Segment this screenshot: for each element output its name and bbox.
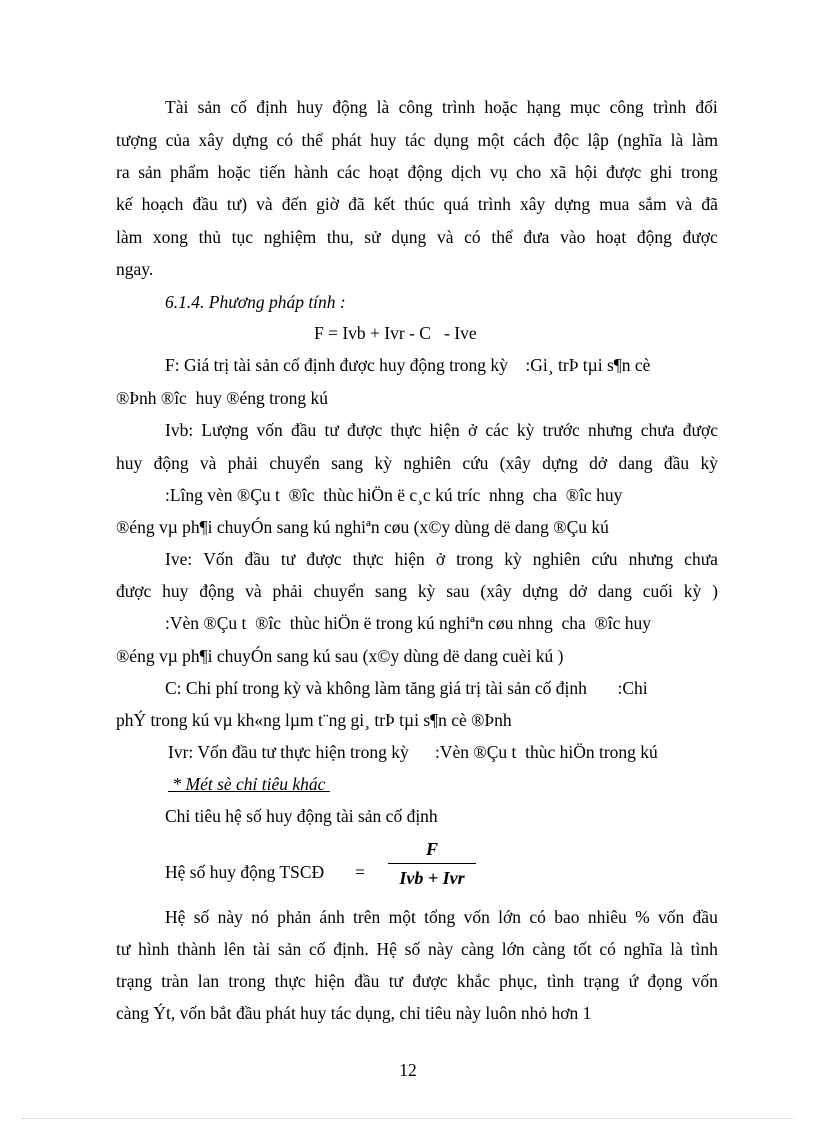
word: là [376,97,390,117]
word: dựng [522,581,559,601]
word: tổng [424,907,456,927]
word: tràn [161,971,189,991]
other-indicators-heading: * Mét sè chỉ tiêu khác [168,774,330,794]
word: giờ [316,194,340,214]
word: đầu [663,453,690,473]
word: hành [294,162,329,182]
word: vốn [691,971,718,991]
word: (xây [499,453,531,473]
word: hoặc [217,162,251,182]
word: số [404,939,421,959]
word: dang [597,581,632,601]
word: kỳ [504,549,522,569]
word: Ive: [165,549,193,569]
word: cố [230,97,247,117]
word: huy [296,97,323,117]
word: hiện [429,420,460,440]
word: nhưng [588,420,633,440]
word: thu, [326,227,354,247]
word: (nghĩa [617,130,663,150]
word: % [635,907,650,927]
word: kỳ [700,453,718,473]
word: mục [570,97,601,117]
page-number: 12 [399,1060,417,1080]
word: sau [446,581,470,601]
word: phát [331,130,362,150]
word: đã [348,194,365,214]
text-line [165,96,718,118]
word: nghiên [403,453,451,473]
definition-ivb-line [116,452,718,474]
word: này [217,907,243,927]
ratio-fraction [388,836,476,890]
word: kỳ [417,581,436,601]
word: chưa [684,549,718,569]
word: phẩm [170,162,210,182]
indicator-title: Chỉ tiêu hệ số huy động tài sản cố định [165,806,438,826]
word: đã [701,194,718,214]
word: chuyển [313,581,365,601]
word: dựng [554,194,591,214]
word: ở [467,420,478,440]
word: dở [589,453,608,473]
word: Tài [165,97,189,117]
word: ở [435,549,446,569]
word: lớn [498,907,522,927]
definition-ive-line [165,548,718,570]
word: Ivb: [165,420,194,440]
definition-ivr-line: Ivr: Vốn đầu tư thực hiện trong kỳ :Vèn ®Çu t thùc hiÖn trong kú [168,742,658,762]
word: và [675,194,693,214]
ratio-denominator: Ivb + Ivr [399,868,465,888]
word: một [388,907,416,927]
definition-ive-line: ®éng vµ ph¶i chuyÓn sang kú sau (x©y dùng dë dang cuèi kú ) [116,646,564,666]
word: vốn [256,420,283,440]
word: trên [353,907,381,927]
word: là [670,939,683,959]
word: và [256,194,273,214]
word: tư [116,939,131,959]
word: động [407,162,443,182]
word: càng [460,939,494,959]
word: các [485,420,509,440]
word: trong [228,971,266,991]
word: sắm [638,194,667,214]
word: nghiên [532,549,581,569]
definition-ivb-line: ®éng vµ ph¶i chuyÓn sang kú nghiªn cøu (x©y dùng dë dang ®Çu kú [116,517,609,537]
word: tình [690,939,718,959]
word: dụng [391,227,427,247]
word: thể [301,130,323,150]
word: ứ [628,971,639,991]
word: hiện [314,971,345,991]
word: thúc [404,194,435,214]
word: hạng [526,97,561,117]
word: được [605,162,642,182]
word: chuyển [269,453,320,473]
word: trình [441,97,476,117]
word: làm [691,130,718,150]
word: ánh [319,907,345,927]
definition-ive-line [116,580,718,602]
word: ghi [649,162,673,182]
word: sang [331,453,364,473]
text-line [116,938,718,960]
definition-ivb-line [165,419,718,441]
word: dịch [451,162,482,182]
word: đầu [291,420,317,440]
word: kỳ [374,453,393,473]
word: chưa [640,420,675,440]
word: trình [653,97,687,117]
word: động [199,581,235,601]
word: độc [553,130,579,150]
word: đầu [692,907,718,927]
word: quá [443,194,469,214]
word: cứu [462,453,489,473]
word: nghĩa [623,939,663,959]
ratio-numerator: F [425,839,438,859]
word: cho [515,162,542,182]
word: làm [116,227,143,247]
word: dụng [433,130,469,150]
word: thực [390,420,422,440]
word: trong [456,549,494,569]
word: vụ [489,162,508,182]
word: dang [618,453,653,473]
word: trạng [116,971,152,991]
definition-f-line: F: Giá trị tài sản cố định được huy động trong kỳ :Gi¸ trÞ tµi s¶n cè [165,355,651,375]
word: hoạt [596,227,627,247]
word: và [436,227,454,247]
word: (xây [480,581,512,601]
word: có [529,907,546,927]
word: tốt [573,939,592,959]
word: có [276,130,294,150]
word: lên [223,939,245,959]
word: sản [138,162,162,182]
word: mua [599,194,630,214]
word: càng [532,939,566,959]
word: nhưng [628,549,674,569]
word: tài [252,939,271,959]
text-line [116,193,718,215]
word: một [477,130,505,150]
word: tư [280,549,296,569]
word: đầu [244,549,270,569]
word: trình [477,194,511,214]
word: được [306,549,342,569]
word: huy [162,581,189,601]
word: hiện [394,549,425,569]
word: hoạch [141,194,184,214]
word: vào [560,227,586,247]
word: sang [374,581,407,601]
word: sử [364,227,381,247]
word: cố [309,939,326,959]
definition-c-line: phÝ trong kú vµ kh«ng lµm t¨ng gi¸ trÞ tµi s¶n cè ®Þnh [116,710,512,730]
word: thủ [198,227,221,247]
word: động [636,227,672,247]
section-heading: 6.1.4. Phương pháp tính : [165,292,346,312]
word: số [193,907,210,927]
word: định. [333,939,369,959]
formula-main: F = Ivb + Ivr - C - Ive [314,323,477,343]
word: tiến [259,162,286,182]
word: kế [116,194,133,214]
word: đưa [523,227,550,247]
word: và [199,453,217,473]
definition-c-line: C: Chi phí trong kỳ và không làm tăng giá trị tài sản cố định :Chi [165,678,648,698]
word: lớn [501,939,525,959]
word: Vốn [203,549,234,569]
word: định [256,97,288,117]
word: hoặc [484,97,518,117]
word: cách [513,130,546,150]
word: tác [404,130,426,150]
word: lan [197,971,220,991]
text-line: ngay. [116,259,154,279]
word: huy [370,130,397,150]
word: phục, [499,971,538,991]
word: đến [281,194,308,214]
word: của [165,130,190,150]
word: hoạt [368,162,399,182]
word: Lượng [201,420,249,440]
word: động [153,453,189,473]
word: vốn [463,907,490,927]
word: hình [138,939,170,959]
text-line [116,970,718,992]
word: thực [352,549,384,569]
word: xây [520,194,546,214]
word: thể [491,227,513,247]
word: kỳ [683,581,702,601]
word: đầu [354,971,380,991]
text-line: càng Ýt, vốn bắt đầu phát huy tác dụng, chỉ tiêu này luôn nhỏ hơn 1 [116,1003,592,1023]
word: xã [549,162,567,182]
text-line [116,161,718,183]
word: Hệ [165,907,186,927]
word: được [682,420,718,440]
word: kết [373,194,396,214]
word: là [670,130,684,150]
word: này [427,939,454,959]
text-line [116,129,718,151]
word: kỳ [516,420,535,440]
word: công [398,97,433,117]
word: đối [695,97,718,117]
word: tư [388,971,404,991]
word: Hệ [376,939,397,959]
word: đọng [647,971,683,991]
word: thực [274,971,306,991]
word: có [599,939,616,959]
definition-ivb-line: :Lîng vèn ®Çu t ®îc thùc hiÖn ë c¸c kú tríc nhng cha ®îc huy [165,485,623,505]
word: tục [231,227,254,247]
word: được [116,581,152,601]
word: đầu [192,194,218,214]
word: có [464,227,481,247]
word: tư) [226,194,248,214]
word: và [245,581,262,601]
word: bao [554,907,580,927]
word: cứu [591,549,618,569]
word: lập [587,130,609,150]
definition-f-line: ®Þnh ®îc huy ®éng trong kú [116,388,328,408]
text-line [116,226,718,248]
word: nó [251,907,269,927]
word: vốn [657,907,685,927]
word: phải [272,581,303,601]
word: hội [574,162,598,182]
word: xây [198,130,224,150]
fraction-bar [388,863,476,864]
word: tượng [116,130,158,150]
word: được [347,420,383,440]
word: phản [277,907,312,927]
ratio-label: Hệ số huy động TSCĐ [165,862,325,882]
word: các [336,162,361,182]
word: nghiệm [263,227,317,247]
footer-divider [22,1118,794,1119]
word: được [682,227,718,247]
word: ra [116,162,130,182]
word: ) [712,581,718,601]
word: công [609,97,644,117]
word: khắc [456,971,490,991]
word: sản [197,97,221,117]
word: được [412,971,448,991]
word: tư [324,420,339,440]
word: động [332,97,368,117]
word: dở [568,581,587,601]
word: dựng [232,130,268,150]
word: nhiêu [587,907,627,927]
word: sản [277,939,302,959]
word: xong [152,227,188,247]
word: huy [116,453,143,473]
text-line [165,906,718,928]
word: tình [546,971,575,991]
definition-ive-line: :Vèn ®Çu t ®îc thùc hiÖn ë trong kú nghiªn cøu nhng cha ®îc huy [165,613,652,633]
word: cuối [642,581,673,601]
word: trong [680,162,718,182]
word: trạng [583,971,620,991]
word: thành [176,939,216,959]
ratio-equals: = [355,862,365,882]
word: phải [227,453,258,473]
word: trước [542,420,580,440]
word: dựng [542,453,578,473]
